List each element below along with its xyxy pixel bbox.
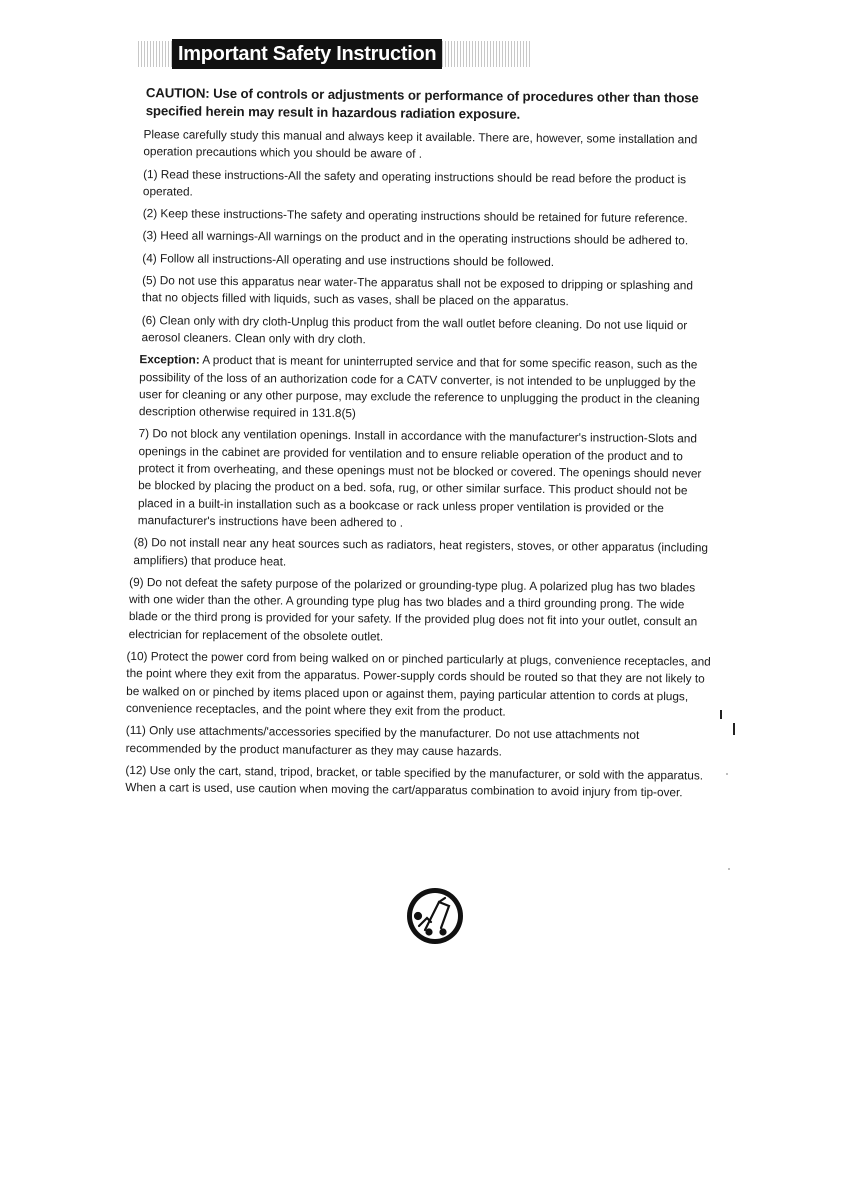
exception-paragraph <box>139 351 715 426</box>
banner-hatch-right <box>442 41 532 67</box>
exception-label: Exception: <box>139 352 200 367</box>
banner-hatch-left <box>138 41 172 67</box>
instruction-12: (12) Use only the cart, stand, tripod, bracket, or table specified by the manufacturer, or sold with the apparatus. When a cart is used, use caution when moving the cart/apparatus combination to avoid injury from tip-over. <box>125 762 704 800</box>
header-banner <box>138 38 532 70</box>
scan-mark <box>733 723 735 735</box>
instruction-5: (5) Do not use this apparatus near water-The apparatus shall not be exposed to dripping or splashing and that no objects filled with liquids, such as vases, shall be placed on the apparatus. <box>141 273 694 309</box>
exception-text: A product that is meant for uninterrupted service and that for some specific reason, such as the possibility of the loss of an authorization code for a CATV converter, is not intended to be unplugged by the user for cleaning or any other purpose, may exclude the reference to unplugging the product in the cleaning description otherwise required in 131.8(5) <box>138 352 700 421</box>
instruction-6: (6) Clean only with dry cloth-Unplug this product from the wall outlet before cleaning. Do not use liquid or aerosol cleaners. Clean only with dry cloth. <box>141 312 688 347</box>
instruction-7: 7) Do not block any ventilation openings. Install in accordance with the manufacturer's instruction-Slots and openings in the cabinet are provided for ventilation and to ensure reliable operation of the product and to protect it from overheating, and these openings must not be blocked or covered. The openings should never be blocked by placing the product on a bed. sofa, rug, or other similar surface. This product should not be placed in a built-in installation such as a bookcase or rack unless proper ventilation is provided or the manufacturer's instructions have been adhered to . <box>137 426 702 530</box>
scan-mark <box>720 710 722 719</box>
scan-speck <box>728 868 730 870</box>
scan-speck <box>726 773 728 775</box>
instruction-11: (11) Only use attachments/'accessories specified by the manufacturer. Do not use attachments not recommended by the product manufacturer as they may cause hazards. <box>125 723 640 759</box>
instruction-8: (8) Do not install near any heat sources such as radiators, heat registers, stoves, or other apparatus (including amplifiers) that produce heat. <box>133 535 709 569</box>
instruction-1: (1) Read these instructions-All the safety and operating instructions should be read before the product is operated. <box>142 166 687 199</box>
page-title: Important Safety Instruction <box>172 39 442 69</box>
instruction-10: (10) Protect the power cord from being walked on or pinched particularly at plugs, convenience receptacles, and the point where they exit from the apparatus. Power-supply cords should be routed so that they are not likely to be walked on or pinched by items placed upon or against them, paying particular attention to cords at plugs, convenience receptacles, and the point where they exit from the product. <box>125 648 711 719</box>
intro-paragraph: Please carefully study this manual and always keep it available. There are, however, some installation and operation precautions which you should be aware of . <box>143 127 698 162</box>
instruction-9: (9) Do not defeat the safety purpose of the polarized or grounding-type plug. A polarized plug has two blades with one wider than the other. A grounding type plug has two blades and a third grounding prong. The wide blade or the third prong is provided for your safety. If the provided plug does not fit into your outlet, consult an electrician for replacement of the obsolete outlet. <box>128 574 698 644</box>
instruction-3: (3) Heed all warnings-All warnings on the product and in the operating instructions should be adhered to. <box>142 228 689 248</box>
instructions-body <box>125 84 717 807</box>
caution-heading: CAUTION: Use of controls or adjustments or performance of procedures other than those specified herein may result in hazardous radiation exposure. <box>145 85 699 122</box>
cart-tip-over-warning-icon <box>405 886 465 946</box>
instruction-4: (4) Follow all instructions-All operating and use instructions should be followed. <box>142 250 555 269</box>
instruction-2: (2) Keep these instructions-The safety and operating instructions should be retained for future reference. <box>142 206 688 226</box>
